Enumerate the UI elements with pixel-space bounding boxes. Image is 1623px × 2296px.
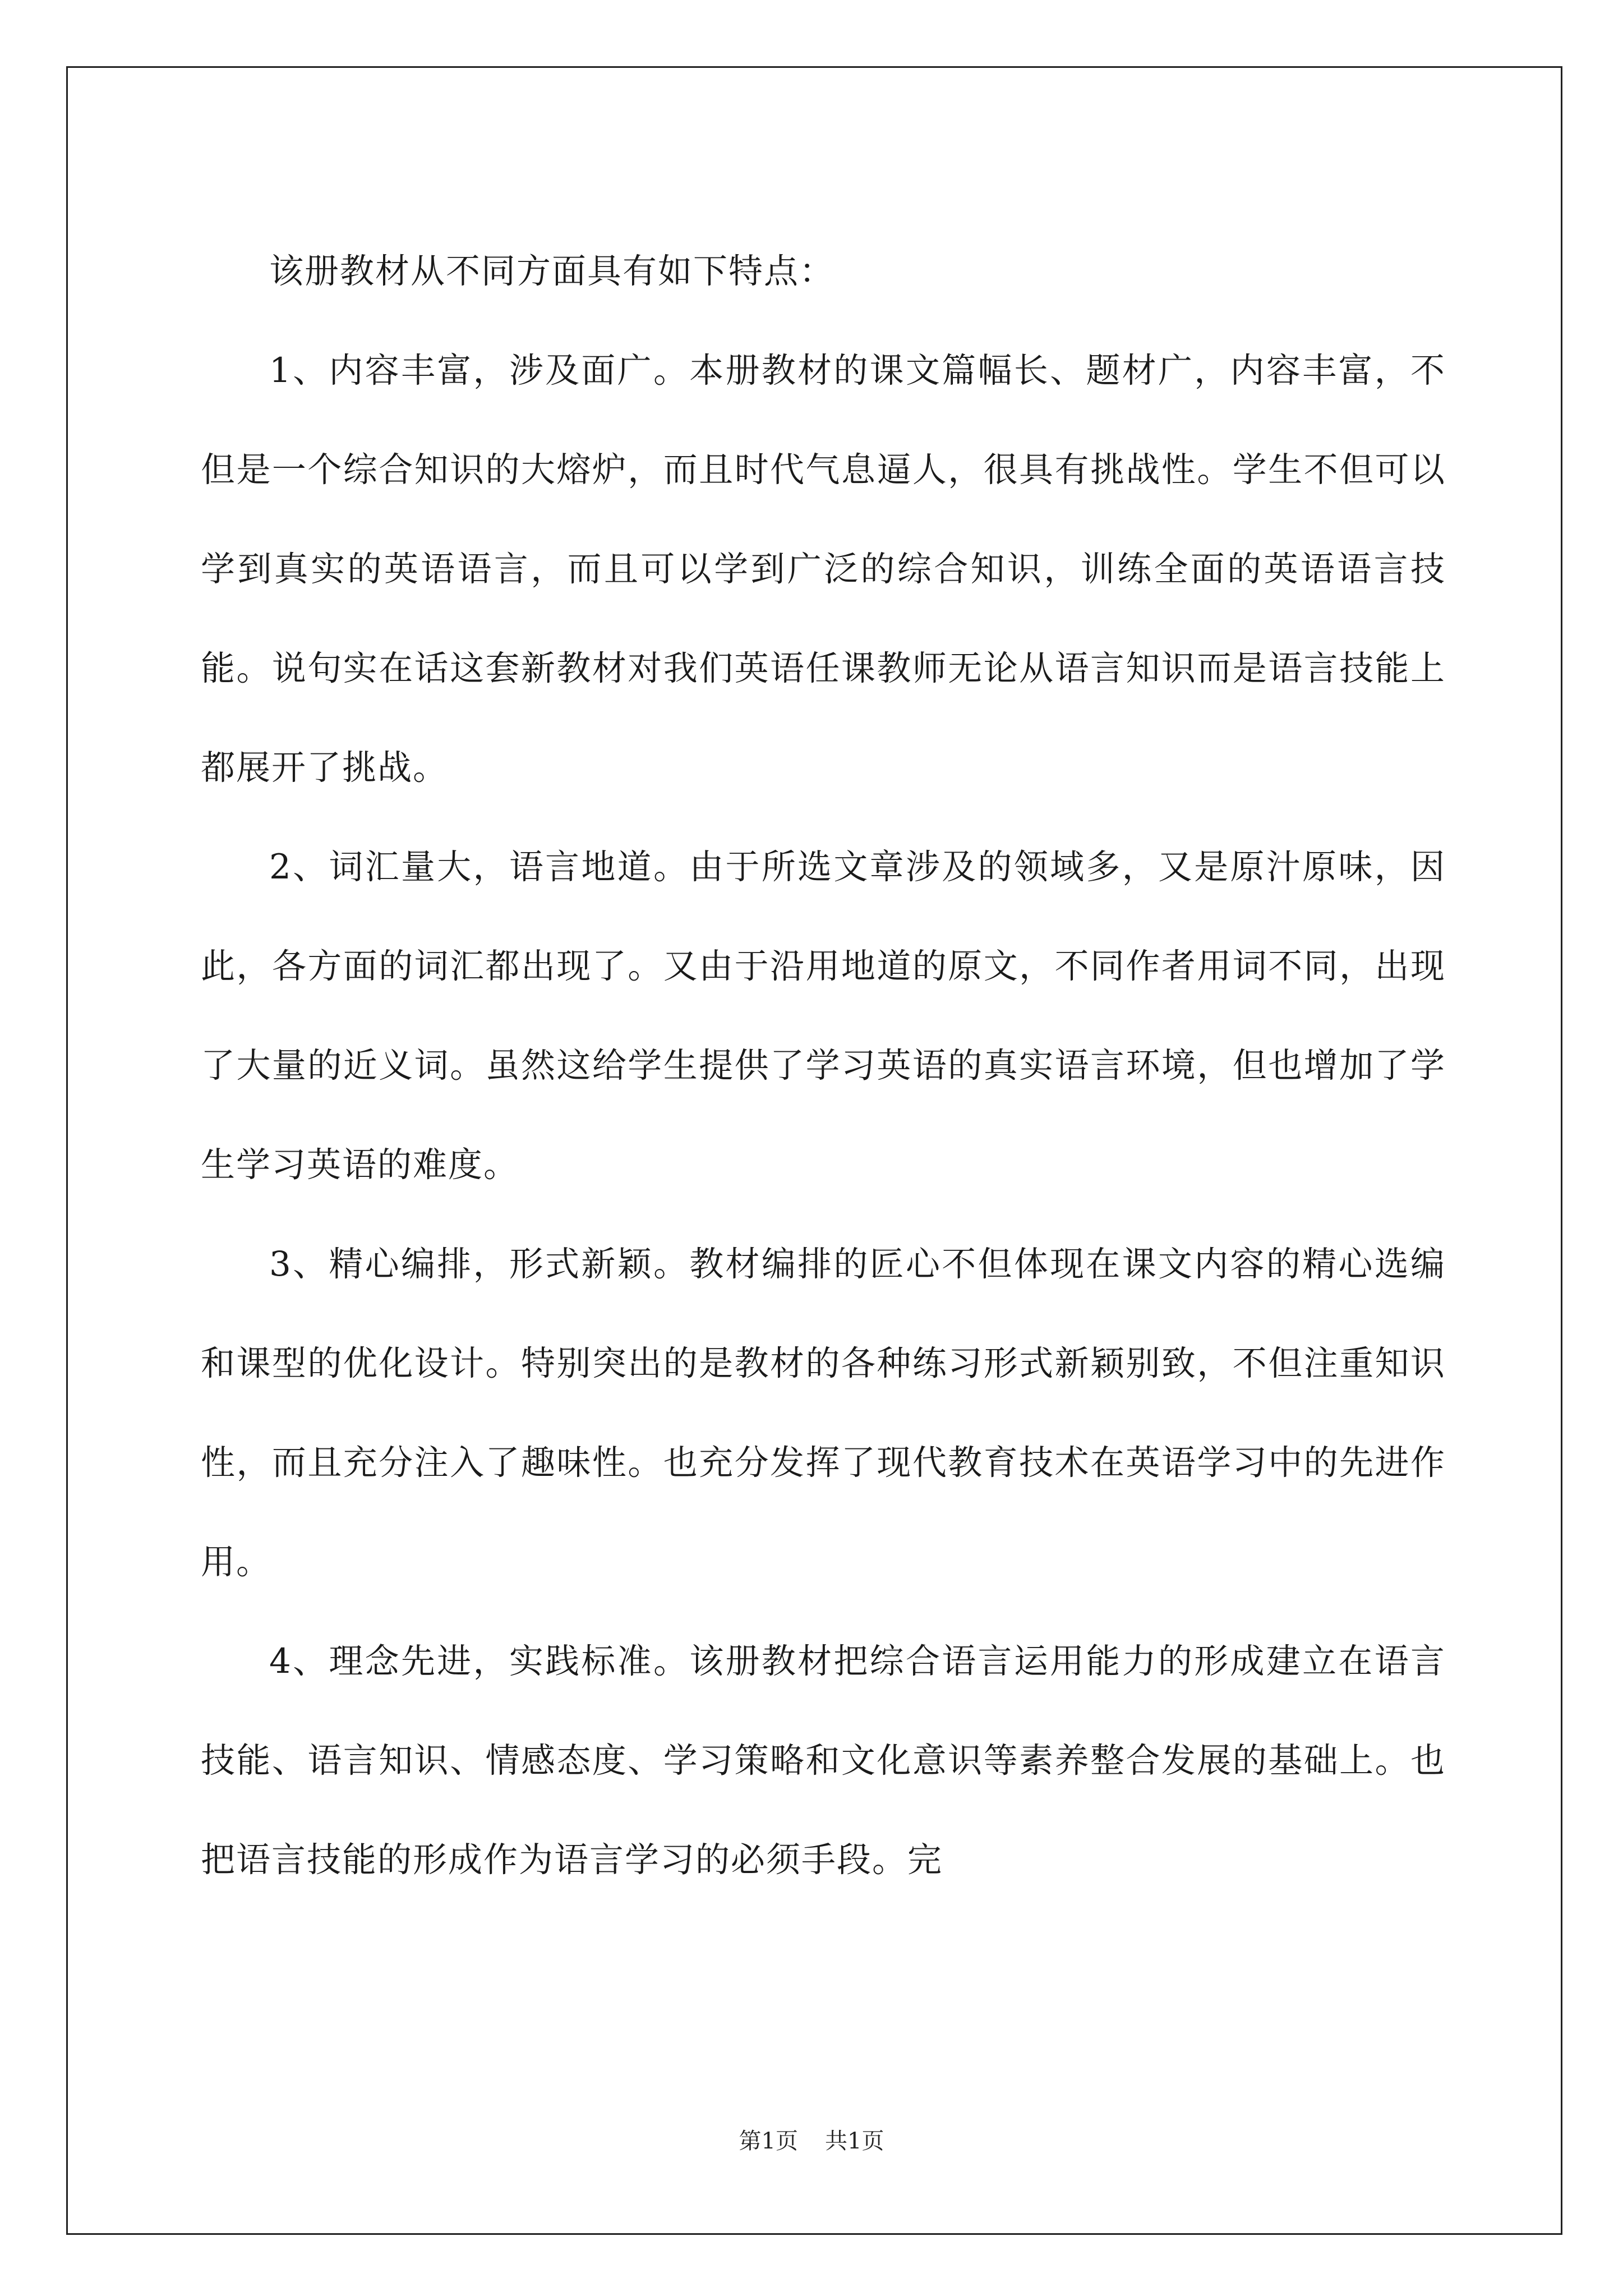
paragraph-point-1: 1、内容丰富，涉及面广。本册教材的课文篇幅长、题材广，内容丰富，不但是一个综合知识的大熔炉，而且时代气息逼人，很具有挑战性。学生不但可以学到真实的英语语言，而且可以学到广泛的综合知识，训练全面的英语语言技能。说句实在话这套新教材对我们英语任课教师无论从语言知识而是语言技能上都展开了挑战。 bbox=[201, 351, 1446, 788]
document-body bbox=[201, 222, 1446, 1910]
paragraph-point-2: 2、词汇量大，语言地道。由于所选文章涉及的领域多，又是原汁原味，因此，各方面的词汇都出现了。又由于沿用地道的原文，不同作者用词不同，出现了大量的近义词。虽然这给学生提供了学习英语的真实语言环境，但也增加了学生学习英语的难度。 bbox=[201, 847, 1446, 1185]
page-footer bbox=[0, 2127, 1623, 2155]
paragraph-point-4: 4、理念先进，实践标准。该册教材把综合语言运用能力的形成建立在语言技能、语言知识、情感态度、学习策略和文化意识等素养整合发展的基础上。也把语言技能的形成作为语言学习的必须手段。完 bbox=[201, 1641, 1446, 1880]
page-total: 共1页 bbox=[825, 2128, 884, 2154]
paragraph-point-3: 3、精心编排，形式新颖。教材编排的匠心不但体现在课文内容的精心选编和课型的优化设计。特别突出的是教材的各种练习形式新颖别致，不但注重知识性，而且充分注入了趣味性。也充分发挥了现代教育技术在英语学习中的先进作用。 bbox=[201, 1244, 1446, 1582]
page-number: 第1页 bbox=[739, 2128, 798, 2154]
paragraph-intro: 该册教材从不同方面具有如下特点： bbox=[269, 251, 835, 291]
